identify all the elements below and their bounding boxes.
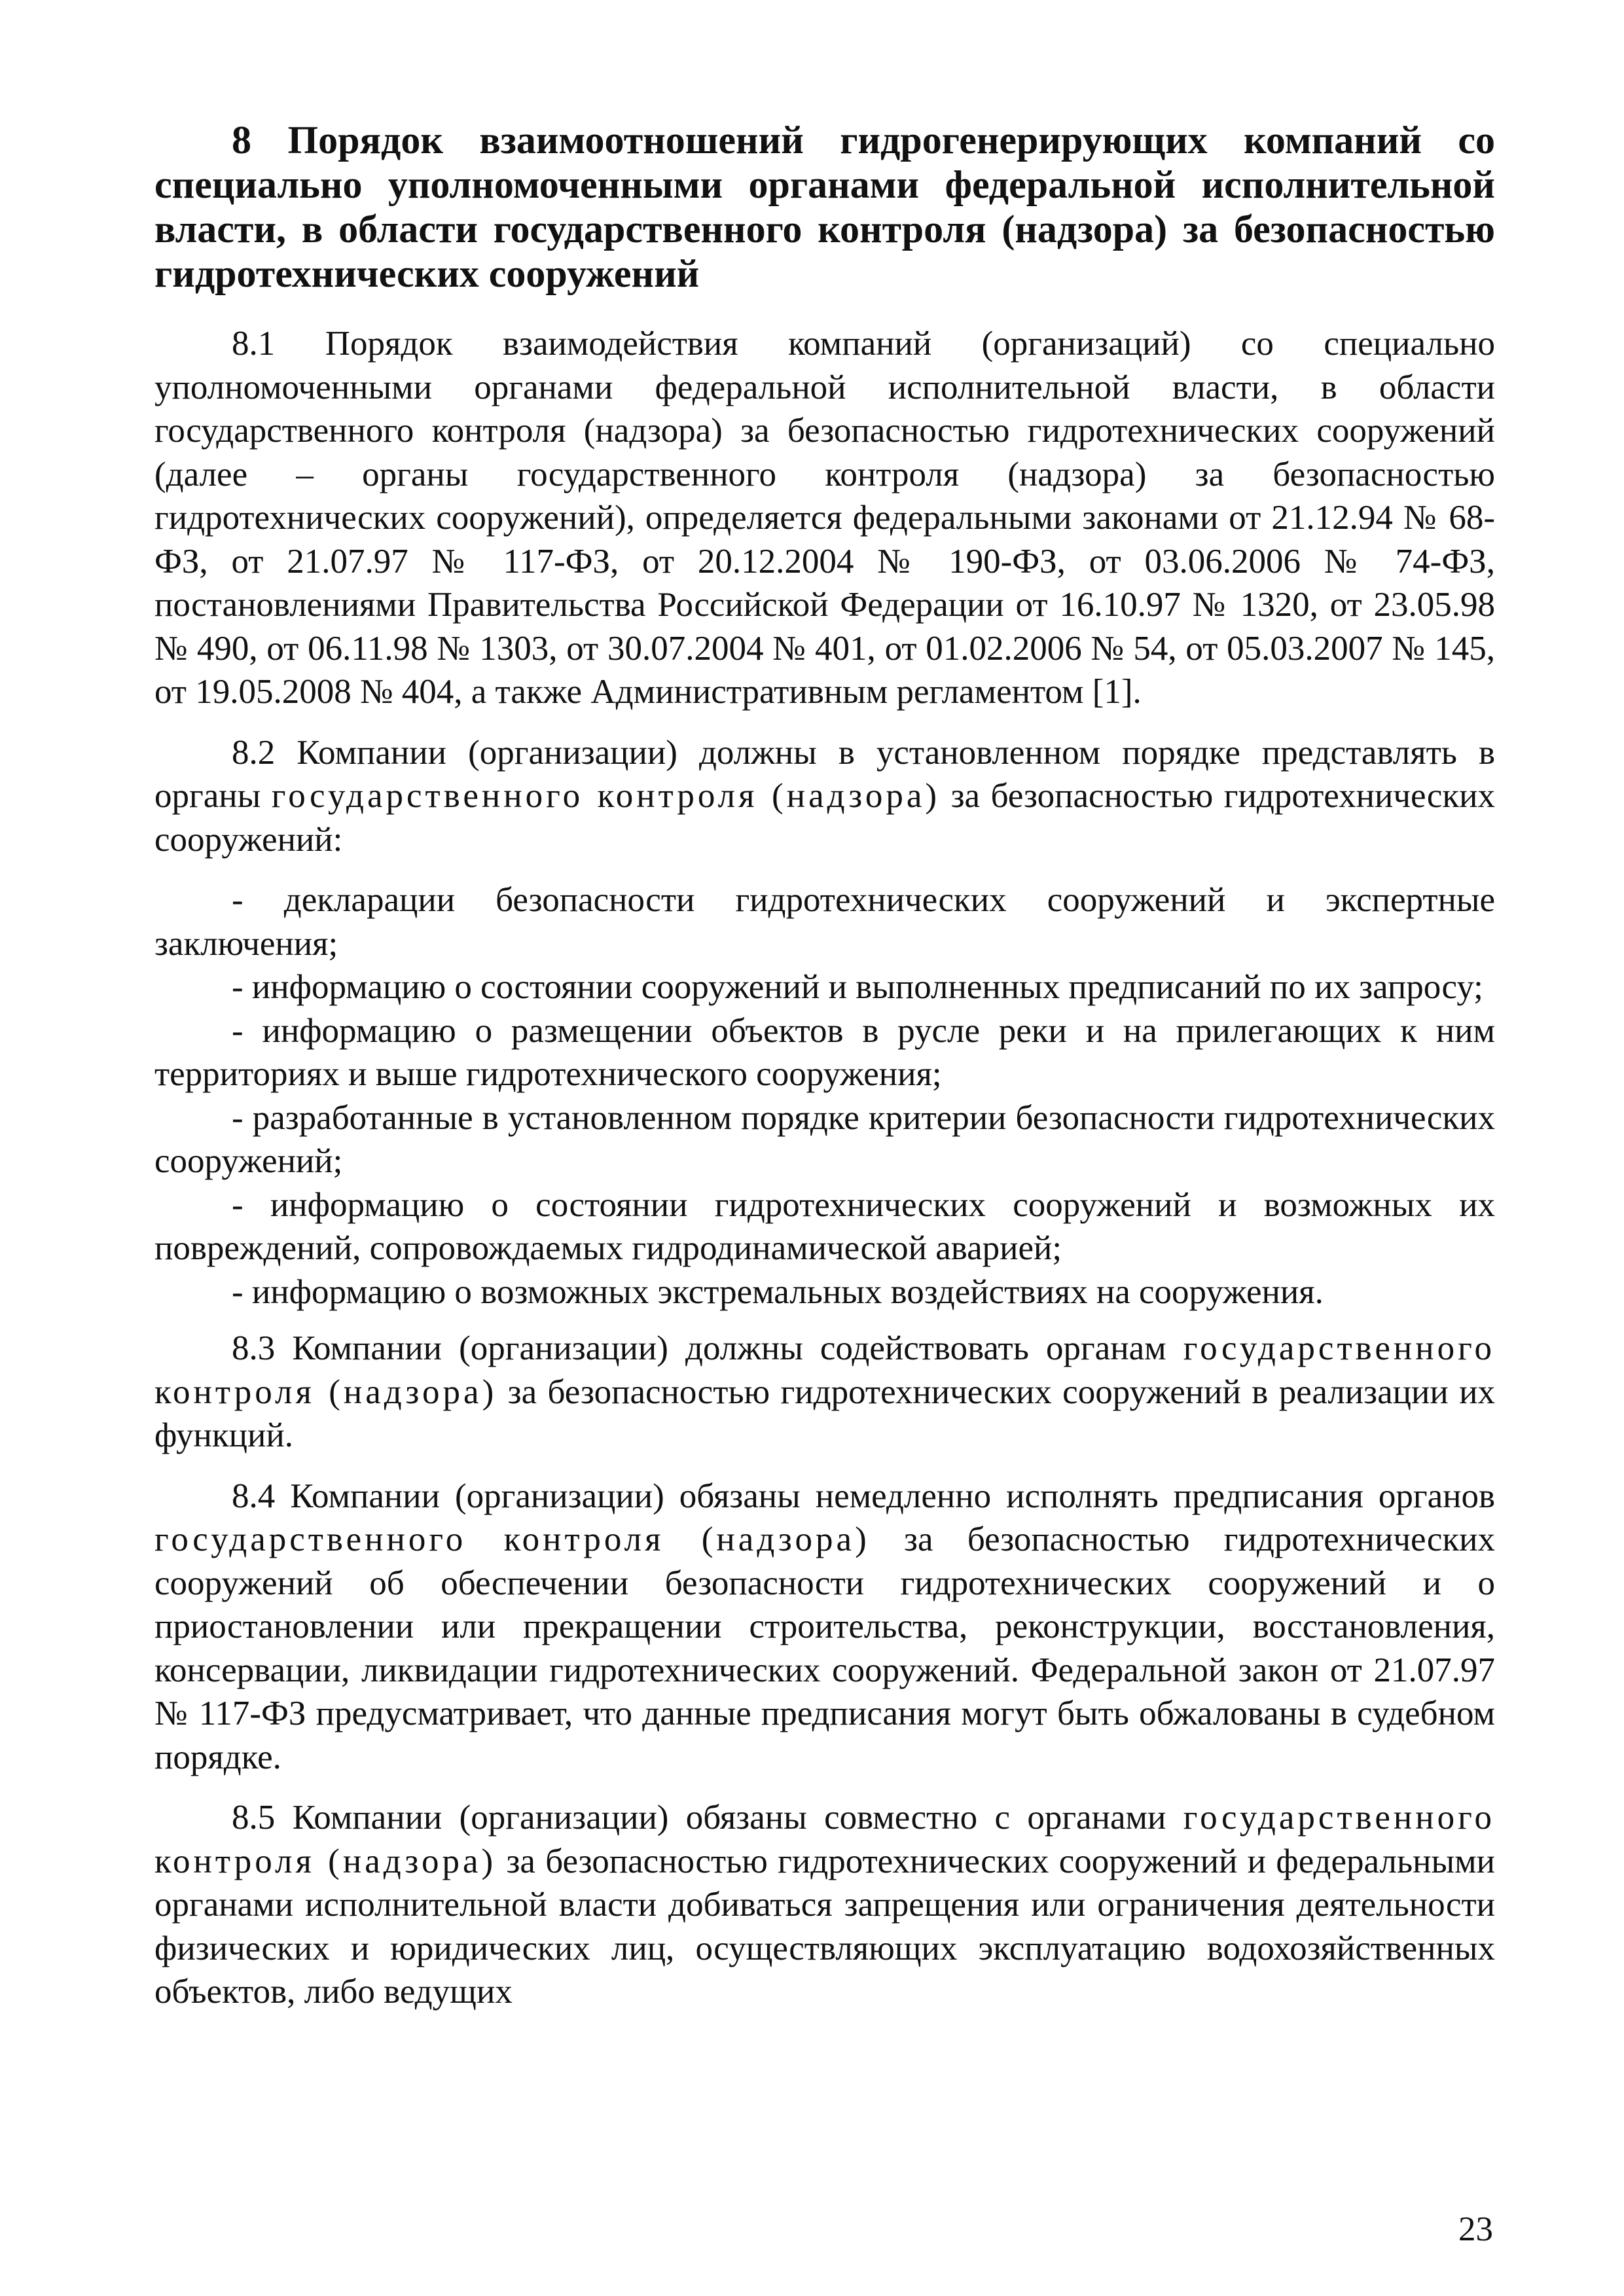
- paragraph-8-4-text-spaced: государственного контроля (надзора): [154, 1520, 870, 1558]
- list-item: - информацию о размещении объектов в русле реки и на прилегающих к ним территориях и выше гидротехнического сооружения;: [154, 1011, 1495, 1093]
- list-item: - информацию о состоянии гидротехнических сооружений и возможных их повреждений, сопровождаемых гидродинамической аварией;: [154, 1185, 1495, 1267]
- list-item: - информацию о состоянии сооружений и выполненных предписаний по их запросу;: [232, 968, 1483, 1006]
- paragraph-8-5-text-spaced: государственного контроля (надзора): [154, 1799, 1495, 1880]
- list-item: - разработанные в установленном порядке критерии безопасности гидротехнических сооружений;: [154, 1098, 1495, 1180]
- list-item: - информацию о возможных экстремальных воздействиях на сооружения.: [232, 1272, 1324, 1311]
- document-page: [154, 118, 1495, 2031]
- submission-list: [154, 878, 1495, 1314]
- paragraph-8-4-text-before: 8.4 Компании (организации) обязаны немедленно исполнять предписания органов: [232, 1477, 1495, 1515]
- paragraph-8-4-text-after: за безопасностью гидротехнических сооружений об обеспечении безопасности гидротехнических сооружений и о приостановлении или прекращении строительства, реконструкции, восстановления, консервации, ликвидации гидротехнических сооружений. Федеральной закон от 21.07.97 № 117-ФЗ предусматривает, что данные предписания могут быть обжалованы в судебном порядке.: [154, 1520, 1495, 1776]
- paragraph-8-3: [154, 1327, 1495, 1458]
- paragraph-8-2-text-before: 8.2 Компании (организации) должны в установленном порядке представлять в органы: [154, 733, 1495, 815]
- section-heading: 8 Порядок взаимоотношений гидрогенерирующих компаний со специально уполномоченными органами федеральной исполнительной власти, в области государственного контроля (надзора) за безопасностью гидротехнических сооружений: [154, 118, 1495, 295]
- list-item: - декларации безопасности гидротехнических сооружений и экспертные заключения;: [154, 881, 1495, 963]
- paragraph-8-2-text-after: за безопасностью гидротехнических сооружений:: [154, 777, 1495, 859]
- paragraph-8-2: [154, 731, 1495, 862]
- paragraph-8-5-text-after: за безопасностью гидротехнических сооружений и федеральными органами исполнительной власти добиваться запрещения или ограничения деятельности физических и юридических лиц, осуществляющих эксплуатацию водохозяйственных объектов, либо ведущих: [154, 1842, 1495, 2011]
- paragraph-8-4: [154, 1475, 1495, 1780]
- paragraph-8-3-text-after: за безопасностью гидротехнических сооружений в реализации их функций.: [154, 1372, 1496, 1454]
- page-number: 23: [1458, 2210, 1493, 2248]
- paragraph-8-5-text-before: 8.5 Компании (организации) обязаны совместно с органами: [232, 1799, 1183, 1837]
- paragraph-8-3-text-spaced: государственного контроля (надзора): [154, 1329, 1495, 1411]
- paragraph-8-5: [154, 1796, 1495, 2014]
- paragraph-8-1: 8.1 Порядок взаимодействия компаний (организаций) со специально уполномоченными органами федеральной исполнительной власти, в области государственного контроля (надзора) за безопасностью гидротехнических сооружений (далее – органы государственного контроля (надзора) за безопасностью гидротехнических сооружений), определяется федеральными законами от 21.12.94 № 68-ФЗ, от 21.07.97 № 117-ФЗ, от 20.12.2004 № 190-ФЗ, от 03.06.2006 № 74-ФЗ, постановлениями Правительства Российской Федерации от 16.10.97 № 1320, от 23.05.98 № 490, от 06.11.98 № 1303, от 30.07.2004 № 401, от 01.02.2006 № 54, от 05.03.2007 № 145, от 19.05.2008 № 404, а также Административным регламентом [1].: [154, 325, 1495, 711]
- paragraph-8-3-text-before: 8.3 Компании (организации) должны содействовать органам: [232, 1329, 1183, 1367]
- paragraph-8-2-text-spaced: государственного контроля (надзора): [271, 777, 941, 815]
